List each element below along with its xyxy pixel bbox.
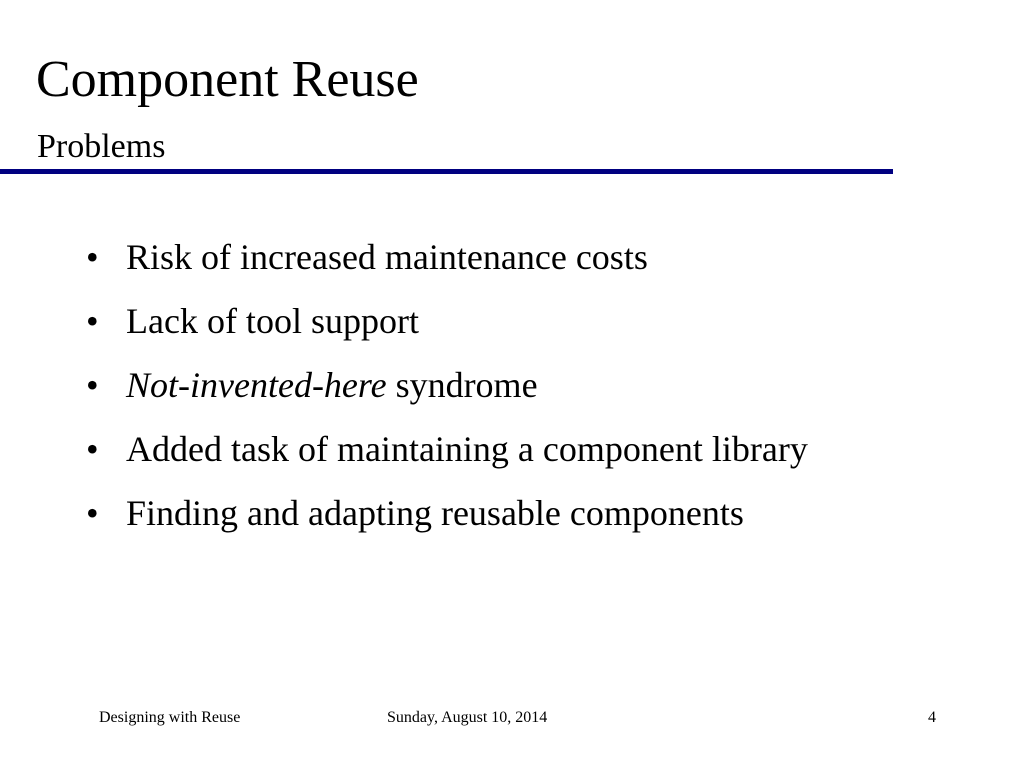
slide-title: Component Reuse (36, 51, 419, 108)
bullet-emphasis: Not-invented-here (126, 365, 387, 405)
bullet-item (86, 360, 966, 410)
bullet-text: Added task of maintaining a component library (126, 429, 808, 469)
bullet-text: Finding and adapting reusable components (126, 493, 744, 533)
bullet-item (86, 232, 966, 282)
bullet-dot: • (86, 493, 99, 533)
bullet-item (86, 488, 966, 538)
bullet-text: syndrome (386, 365, 538, 405)
bullet-list (86, 232, 966, 552)
slide-subtitle: Problems (37, 128, 166, 165)
footer-date: Sunday, August 10, 2014 (387, 709, 548, 726)
bullet-text: Risk of increased maintenance costs (126, 237, 648, 277)
bullet-dot: • (86, 429, 99, 469)
bullet-item (86, 296, 966, 346)
bullet-dot: • (86, 365, 99, 405)
footer-page-number: 4 (928, 709, 936, 726)
footer-title: Designing with Reuse (99, 709, 241, 726)
bullet-text: Lack of tool support (126, 301, 419, 341)
bullet-dot: • (86, 301, 99, 341)
bullet-item (86, 424, 966, 474)
title-divider (0, 169, 893, 174)
bullet-dot: • (86, 237, 99, 277)
